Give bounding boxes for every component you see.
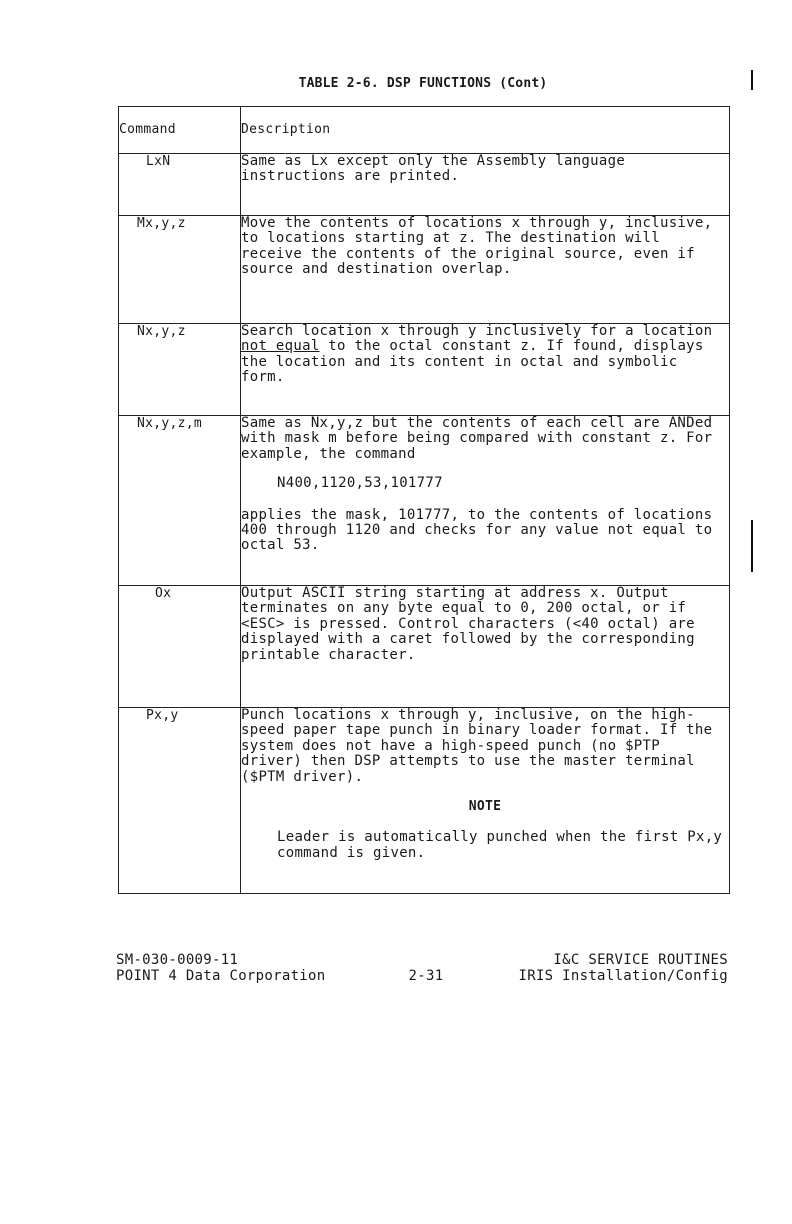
table-row xyxy=(119,416,730,586)
page-number: 2-31 xyxy=(408,968,444,984)
description-cell xyxy=(241,154,730,216)
command-cell: LxN xyxy=(119,154,241,216)
command-header: Command xyxy=(119,107,241,154)
description-text-part: Search location x through y inclusively for a location xyxy=(241,323,713,339)
example-command: N400,1120,53,101777 xyxy=(277,475,443,492)
table-row xyxy=(119,324,730,416)
underlined-emphasis: not equal xyxy=(241,338,320,355)
description-cell xyxy=(241,324,730,416)
table-row xyxy=(119,708,730,894)
description-text xyxy=(241,324,729,386)
change-bar xyxy=(751,70,753,90)
description-text-part: to the octal constant z. If found, displays the location and its content in octal and symbolic form. xyxy=(241,338,704,386)
description-cell xyxy=(241,708,730,894)
table-row xyxy=(119,586,730,708)
doc-number: SM-030-0009-11 xyxy=(116,952,239,968)
note-text: Leader is automatically punched when the first Px,y command is given. xyxy=(277,829,723,861)
command-cell: Mx,y,z xyxy=(119,216,241,324)
dsp-functions-table xyxy=(118,106,730,894)
description-text: Move the contents of locations x through y, inclusive, to locations starting at z. The destination will receive the contents of the original source, even if source and destination overlap. xyxy=(241,215,713,278)
table-row xyxy=(119,216,730,324)
section-name: I&C SERVICE ROUTINES xyxy=(553,952,728,968)
description-cell xyxy=(241,416,730,586)
table-title: TABLE 2-6. DSP FUNCTIONS (Cont) xyxy=(298,76,548,91)
command-cell: Px,y xyxy=(119,708,241,894)
header-row xyxy=(119,107,730,154)
description-cell xyxy=(241,586,730,708)
page-footer xyxy=(116,952,728,984)
manual-title: IRIS Installation/Config xyxy=(518,968,728,984)
company-name: POINT 4 Data Corporation xyxy=(116,968,326,984)
note-heading: NOTE xyxy=(468,799,502,815)
command-cell: Ox xyxy=(119,586,241,708)
description-text: Same as Lx except only the Assembly language instructions are printed. xyxy=(241,153,626,185)
description-cell xyxy=(241,216,730,324)
description-text: Punch locations x through y, inclusive, on the high-speed paper tape punch in binary loader format. If the system does not have a high-speed punch (no $PTP driver) then DSP attempts to use the master terminal ($PTM driver). xyxy=(241,707,713,785)
description-text: Output ASCII string starting at address x. Output terminates on any byte equal to 0, 200 octal, or if <ESC> is pressed. Control characters (<40 octal) are displayed with a caret followed by the corresponding printable character. xyxy=(241,585,695,663)
description-header: Description xyxy=(241,107,730,154)
change-bar xyxy=(751,520,753,572)
description-text: Same as Nx,y,z but the contents of each cell are ANDed with mask m before being compared with constant z. For example, the command xyxy=(241,415,713,462)
command-cell: Nx,y,z,m xyxy=(119,416,241,586)
table-row xyxy=(119,154,730,216)
command-cell: Nx,y,z xyxy=(119,324,241,416)
description-text: applies the mask, 101777, to the contents of locations 400 through 1120 and checks for any value not equal to octal 53. xyxy=(241,506,713,554)
